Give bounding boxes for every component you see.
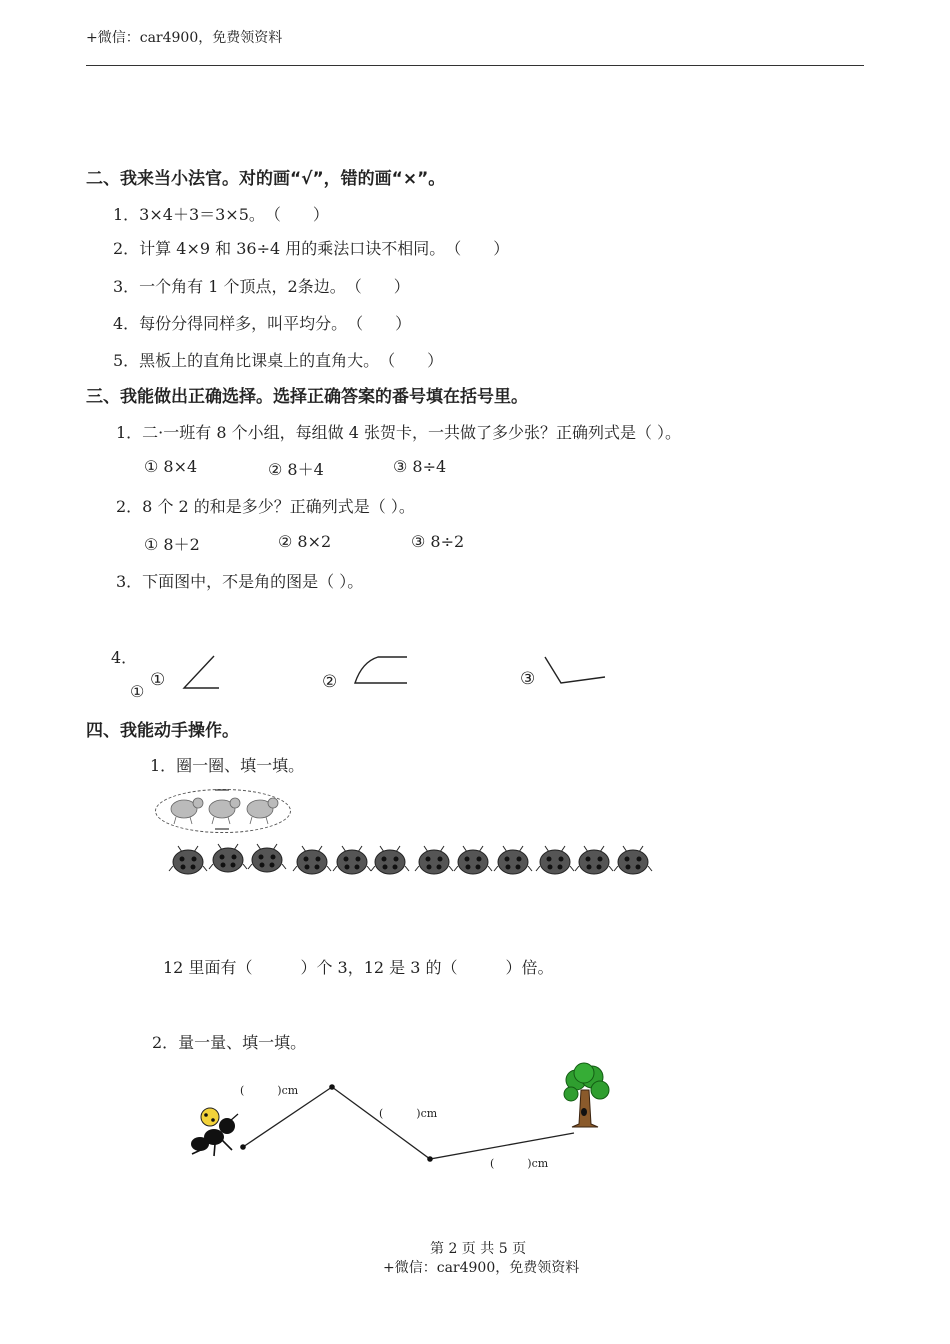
q1-option-3: ③ 8÷4 (393, 457, 447, 476)
section4-q1: 1．圈一圈、填一填。 (150, 756, 305, 775)
angle-label-3: ③ (520, 669, 536, 689)
header-text: +微信：car4900，免费领资料 (86, 30, 283, 46)
tree-icon (564, 1063, 609, 1127)
section2-item-1: 1．3×4＋3＝3×5。 （ ） (113, 205, 329, 224)
q1-option-2: ② 8＋4 (268, 460, 324, 479)
section3-q3: 3．下面图中，不是角的图是（ ）。 (116, 572, 364, 591)
section2-title: 二、我来当小法官。对的画“√”，错的画“×”。 (86, 169, 446, 189)
section3-q2: 2．8 个 2 的和是多少？正确列式是（ ）。 (116, 497, 415, 516)
section2-item-3: 3．一个角有 1 个顶点，2条边。 （ ） (113, 277, 410, 296)
section4-title: 四、我能动手操作。 (86, 721, 239, 741)
section2-item-5: 5．黑板上的直角比课桌上的直角大。 （ ） (113, 351, 444, 370)
q1-option-1: ① 8×4 (144, 457, 198, 476)
path-point-2 (329, 1084, 335, 1090)
footer-page: 第 2 页 共 5 页 (430, 1241, 527, 1257)
section3-q4-stub-circle: ① (130, 682, 145, 701)
angle-label-2: ② (322, 672, 338, 692)
section2-item-2: 2．计算 4×9 和 36÷4 用的乘法口诀不相同。 （ ） (113, 239, 510, 258)
section4-q1-fill: 12 里面有（ ）个 3，12 是 3 的（ ）倍。 (163, 958, 554, 977)
section2-item-4: 4．每份分得同样多，叫平均分。 （ ） (113, 314, 412, 333)
angle-label-1: ① (150, 670, 166, 690)
q2-option-2: ② 8×2 (278, 532, 332, 551)
path-point-3 (427, 1156, 433, 1162)
section4-q2: 2．量一量、填一填。 (152, 1033, 307, 1052)
section3-title: 三、我能做出正确选择。选择正确答案的番号填在括号里。 (86, 387, 528, 407)
cm-label-1: ( )cm (240, 1084, 299, 1097)
q2-option-1: ① 8＋2 (144, 535, 200, 554)
path-point-1 (240, 1144, 246, 1150)
cm-label-2: ( )cm (379, 1107, 438, 1120)
q2-option-3: ③ 8÷2 (411, 532, 465, 551)
section3-q1: 1．二·一班有 8 个小组，每组做 4 张贺卡，一共做了多少张？正确列式是（ ）。 (116, 423, 682, 442)
cm-label-3: ( )cm (490, 1157, 549, 1170)
ant-icon (191, 1108, 238, 1156)
section3-q4-stub: 4． (111, 648, 138, 667)
footer-text: +微信：car4900，免费领资料 (383, 1260, 580, 1276)
